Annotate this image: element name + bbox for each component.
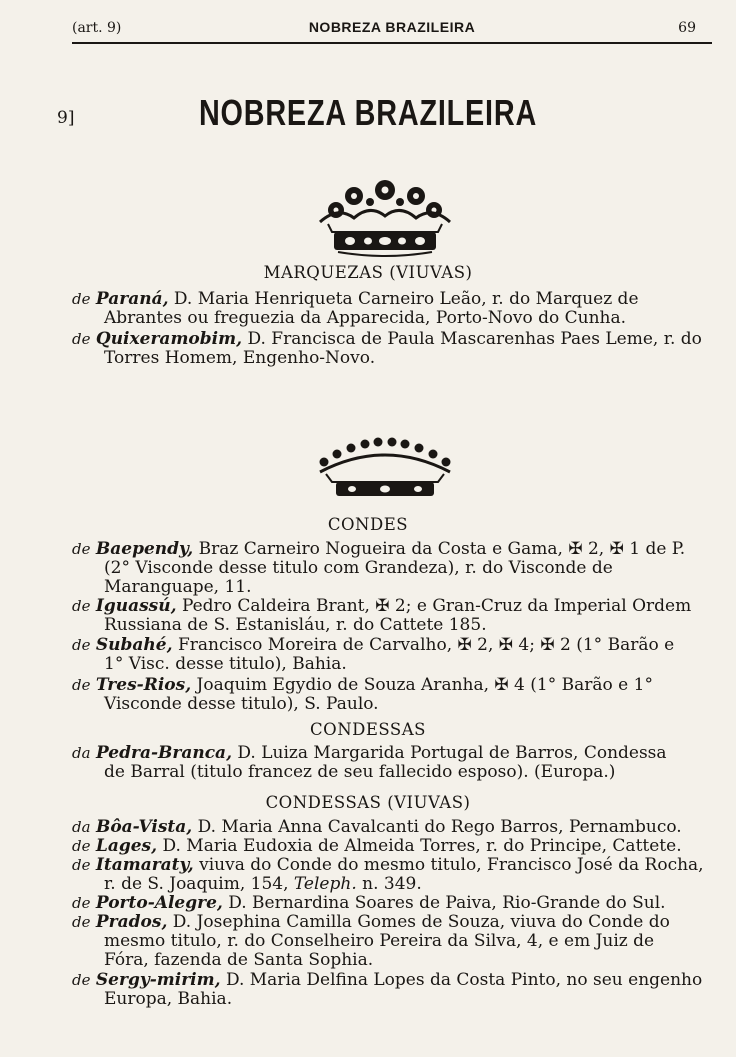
list-item: de Sergy-mirim, D. Maria Delfina Lopes da Costa Pinto, no seu engenho Europa, Bahia. <box>72 970 703 1009</box>
heading-condes: CONDES <box>327 515 409 534</box>
list-item: de Quixeramobim, D. Francisca de Paula Mascarenhas Paes Leme, r. do Torres Homem, Engenho-Novo. <box>72 329 702 368</box>
page-number: 69 <box>678 20 696 36</box>
noble-title: Bôa-Vista, <box>95 817 193 837</box>
list-item: de Paraná, D. Maria Henriqueta Carneiro Leão, r. do Marquez de Abrantes ou freguezia da Apparecida, Porto-Novo do Cunha. <box>72 289 639 328</box>
list-item: de Prados, D. Josephina Camilla Gomes de Souza, viuva do Conde do mesmo titulo, r. do Conselheiro Pereira da Silva, 4, e em Juiz de Fóra, fazenda de Santa Sophia. <box>72 912 670 970</box>
noble-title: Paraná, <box>95 289 169 309</box>
heading-marquezas: MARQUEZAS (VIUVAS) <box>263 263 473 282</box>
marquis-crown-icon <box>310 180 460 260</box>
list-item: da Bôa-Vista, D. Maria Anna Cavalcanti do Rego Barros, Pernambuco. <box>72 817 682 837</box>
noble-title: Itamaraty, <box>95 855 194 875</box>
running-head <box>72 18 712 40</box>
list-item: de Lages, D. Maria Eudoxia de Almeida Torres, r. do Principe, Cattete. <box>72 836 682 856</box>
list-item: da Pedra-Branca, D. Luiza Margarida Portugal de Barros, Condessa de Barral (titulo francez de seu fallecido esposo). (Europa.) <box>72 743 667 782</box>
article-reference: (art. 9) <box>72 20 122 36</box>
noble-title: Porto-Alegre, <box>95 893 223 913</box>
list-item: de Baependy, Braz Carneiro Nogueira da Costa e Gama, ✠ 2, ✠ 1 de P. (2° Visconde desse titulo com Grandeza), r. do Visconde de Maranguape, 11. <box>72 539 686 597</box>
list-item: de Tres-Rios, Joaquim Egydio de Souza Aranha, ✠ 4 (1° Barão e 1° Visconde desse titulo), S. Paulo. <box>72 675 653 714</box>
noble-title: Iguassú, <box>95 596 177 616</box>
noble-title: Tres-Rios, <box>95 675 192 695</box>
telephone-label: Teleph. <box>293 874 357 894</box>
noble-title: Baependy, <box>95 539 194 559</box>
list-item: de Subahé, Francisco Moreira de Carvalho, ✠ 2, ✠ 4; ✠ 2 (1° Barão e 1° Visc. desse titulo), Bahia. <box>72 635 675 674</box>
running-title: NOBREZA BRAZILEIRA <box>308 19 476 35</box>
list-item: de Porto-Alegre, D. Bernardina Soares de Paiva, Rio-Grande do Sul. <box>72 893 666 913</box>
noble-title: Quixeramobim, <box>95 329 243 349</box>
heading-condessas-viuvas: CONDESSAS (VIUVAS) <box>265 793 471 812</box>
noble-title: Prados, <box>95 912 168 932</box>
count-crown-icon <box>310 432 460 504</box>
section-number: 9] <box>57 108 75 128</box>
heading-condessas: CONDESSAS <box>310 720 426 739</box>
page-title: NOBREZA BRAZILEIRA <box>198 92 538 133</box>
noble-title: Sergy-mirim, <box>95 970 221 990</box>
noble-title: Lages, <box>95 836 158 856</box>
noble-title: Pedra-Branca, <box>95 743 232 763</box>
header-rule <box>72 42 712 44</box>
list-item: de Itamaraty, viuva do Conde do mesmo titulo, Francisco José da Rocha, r. de S. Joaquim, 154, Teleph. n. 349. <box>72 855 704 894</box>
list-item: de Iguassú, Pedro Caldeira Brant, ✠ 2; e Gran-Cruz da Imperial Ordem Russiana de S. Estanisláu, r. do Cattete 185. <box>72 596 692 635</box>
noble-title: Subahé, <box>95 635 173 655</box>
